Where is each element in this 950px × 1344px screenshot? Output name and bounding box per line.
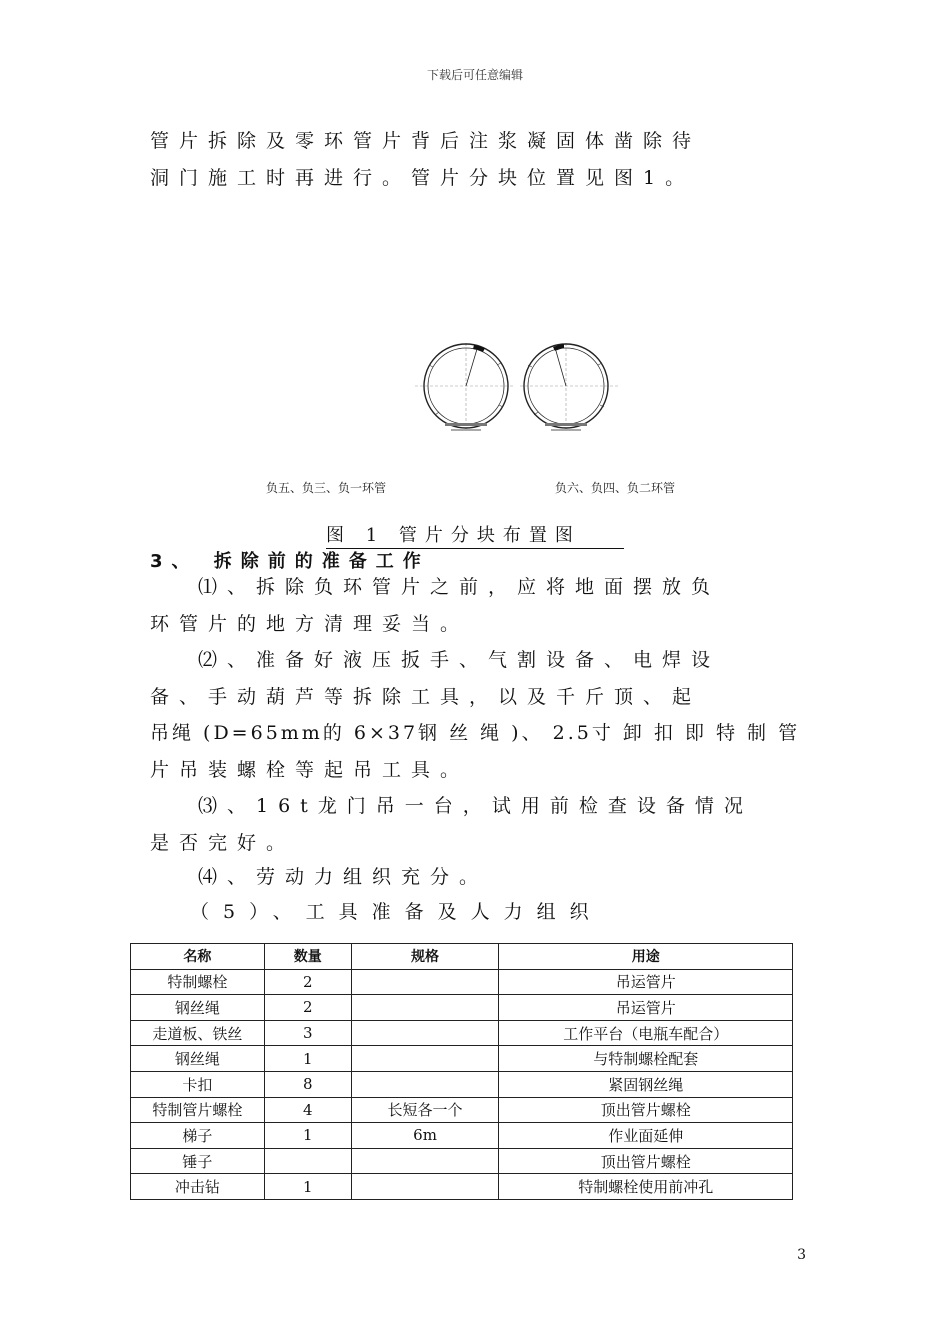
cell-qty: 2 bbox=[264, 969, 351, 995]
cell-spec: 6m bbox=[351, 1123, 499, 1149]
cell-name: 冲击钻 bbox=[131, 1174, 265, 1200]
paragraph-line: ⑵、准备好液压扳手、气割设备、电焊设 bbox=[198, 649, 721, 671]
paragraph-line: ⑷、劳动力组织充分。 bbox=[198, 866, 489, 888]
table-row bbox=[131, 1046, 793, 1072]
col-header-name: 名称 bbox=[131, 944, 265, 970]
cell-spec bbox=[351, 1148, 499, 1174]
paragraph-line: ⑴、拆除负环管片之前，应将地面摆放负 bbox=[198, 576, 721, 598]
table-row bbox=[131, 1148, 793, 1174]
cell-spec: 长短各一个 bbox=[351, 1097, 499, 1123]
col-header-spec: 规格 bbox=[351, 944, 499, 970]
table-row bbox=[131, 1174, 793, 1200]
cell-spec bbox=[351, 995, 499, 1021]
figure-caption: 图 1 管片分块布置图 bbox=[326, 521, 624, 549]
paragraph-line: 环管片的地方清理妥当。 bbox=[150, 613, 470, 635]
paragraph-line: （5）、工具准备及人力组织 bbox=[190, 901, 603, 923]
paragraph-line: 吊绳 (D=65mm的 6×37钢 丝 绳 )、 2.5寸 卸 扣 即 特 制 管 bbox=[150, 722, 801, 744]
table-row bbox=[131, 1123, 793, 1149]
cell-qty bbox=[264, 1148, 351, 1174]
cell-name: 特制管片螺栓 bbox=[131, 1097, 265, 1123]
cell-use: 顶出管片螺栓 bbox=[499, 1148, 793, 1174]
table-row bbox=[131, 1097, 793, 1123]
tools-table bbox=[130, 943, 793, 1200]
cell-name: 锤子 bbox=[131, 1148, 265, 1174]
ring-left-title: 负五、负三、负一环管 bbox=[266, 481, 387, 495]
cell-qty: 2 bbox=[264, 995, 351, 1021]
cell-qty: 4 bbox=[264, 1097, 351, 1123]
cell-use: 特制螺栓使用前冲孔 bbox=[499, 1174, 793, 1200]
section-title: 3、 拆除前的准备工作 bbox=[150, 551, 430, 572]
table-row bbox=[131, 1020, 793, 1046]
cell-spec bbox=[351, 1020, 499, 1046]
cell-qty: 3 bbox=[264, 1020, 351, 1046]
paragraph-line: 是否完好。 bbox=[150, 832, 296, 854]
cell-use: 吊运管片 bbox=[499, 995, 793, 1021]
paragraph-line: 片吊装螺栓等起吊工具。 bbox=[150, 759, 470, 781]
cell-use: 吊运管片 bbox=[499, 969, 793, 995]
cell-spec bbox=[351, 1046, 499, 1072]
table-row bbox=[131, 969, 793, 995]
cell-use: 与特制螺栓配套 bbox=[499, 1046, 793, 1072]
cell-name: 钢丝绳 bbox=[131, 1046, 265, 1072]
cell-use: 紧固钢丝绳 bbox=[499, 1071, 793, 1097]
ring-drawing-right bbox=[520, 343, 620, 443]
cell-qty: 1 bbox=[264, 1174, 351, 1200]
cell-spec bbox=[351, 1071, 499, 1097]
cell-use: 工作平台（电瓶车配合） bbox=[499, 1020, 793, 1046]
paragraph-line: 洞门施工时再进行。管片分块位置见图1。 bbox=[150, 167, 695, 189]
cell-name: 卡扣 bbox=[131, 1071, 265, 1097]
page-number: 3 bbox=[797, 1247, 806, 1263]
cell-name: 走道板、铁丝 bbox=[131, 1020, 265, 1046]
cell-name: 特制螺栓 bbox=[131, 969, 265, 995]
cell-name: 梯子 bbox=[131, 1123, 265, 1149]
cell-use: 作业面延伸 bbox=[499, 1123, 793, 1149]
table-header-row bbox=[131, 944, 793, 970]
paragraph-line: ⑶、16t龙门吊一台，试用前检查设备情况 bbox=[198, 795, 753, 817]
cell-qty: 1 bbox=[264, 1123, 351, 1149]
page-header: 下载后可任意编辑 bbox=[426, 68, 523, 82]
cell-qty: 1 bbox=[264, 1046, 351, 1072]
cell-name: 钢丝绳 bbox=[131, 995, 265, 1021]
ring-right-title: 负六、负四、负二环管 bbox=[555, 481, 676, 495]
col-header-use: 用途 bbox=[499, 944, 793, 970]
cell-qty: 8 bbox=[264, 1071, 351, 1097]
paragraph-line: 管片拆除及零环管片背后注浆凝固体凿除待 bbox=[150, 130, 702, 152]
cell-spec bbox=[351, 969, 499, 995]
cell-spec bbox=[351, 1174, 499, 1200]
table-row bbox=[131, 995, 793, 1021]
paragraph-line: 备、手动葫芦等拆除工具，以及千斤顶、起 bbox=[150, 686, 702, 708]
col-header-qty: 数量 bbox=[264, 944, 351, 970]
cell-use: 顶出管片螺栓 bbox=[499, 1097, 793, 1123]
table-row bbox=[131, 1071, 793, 1097]
